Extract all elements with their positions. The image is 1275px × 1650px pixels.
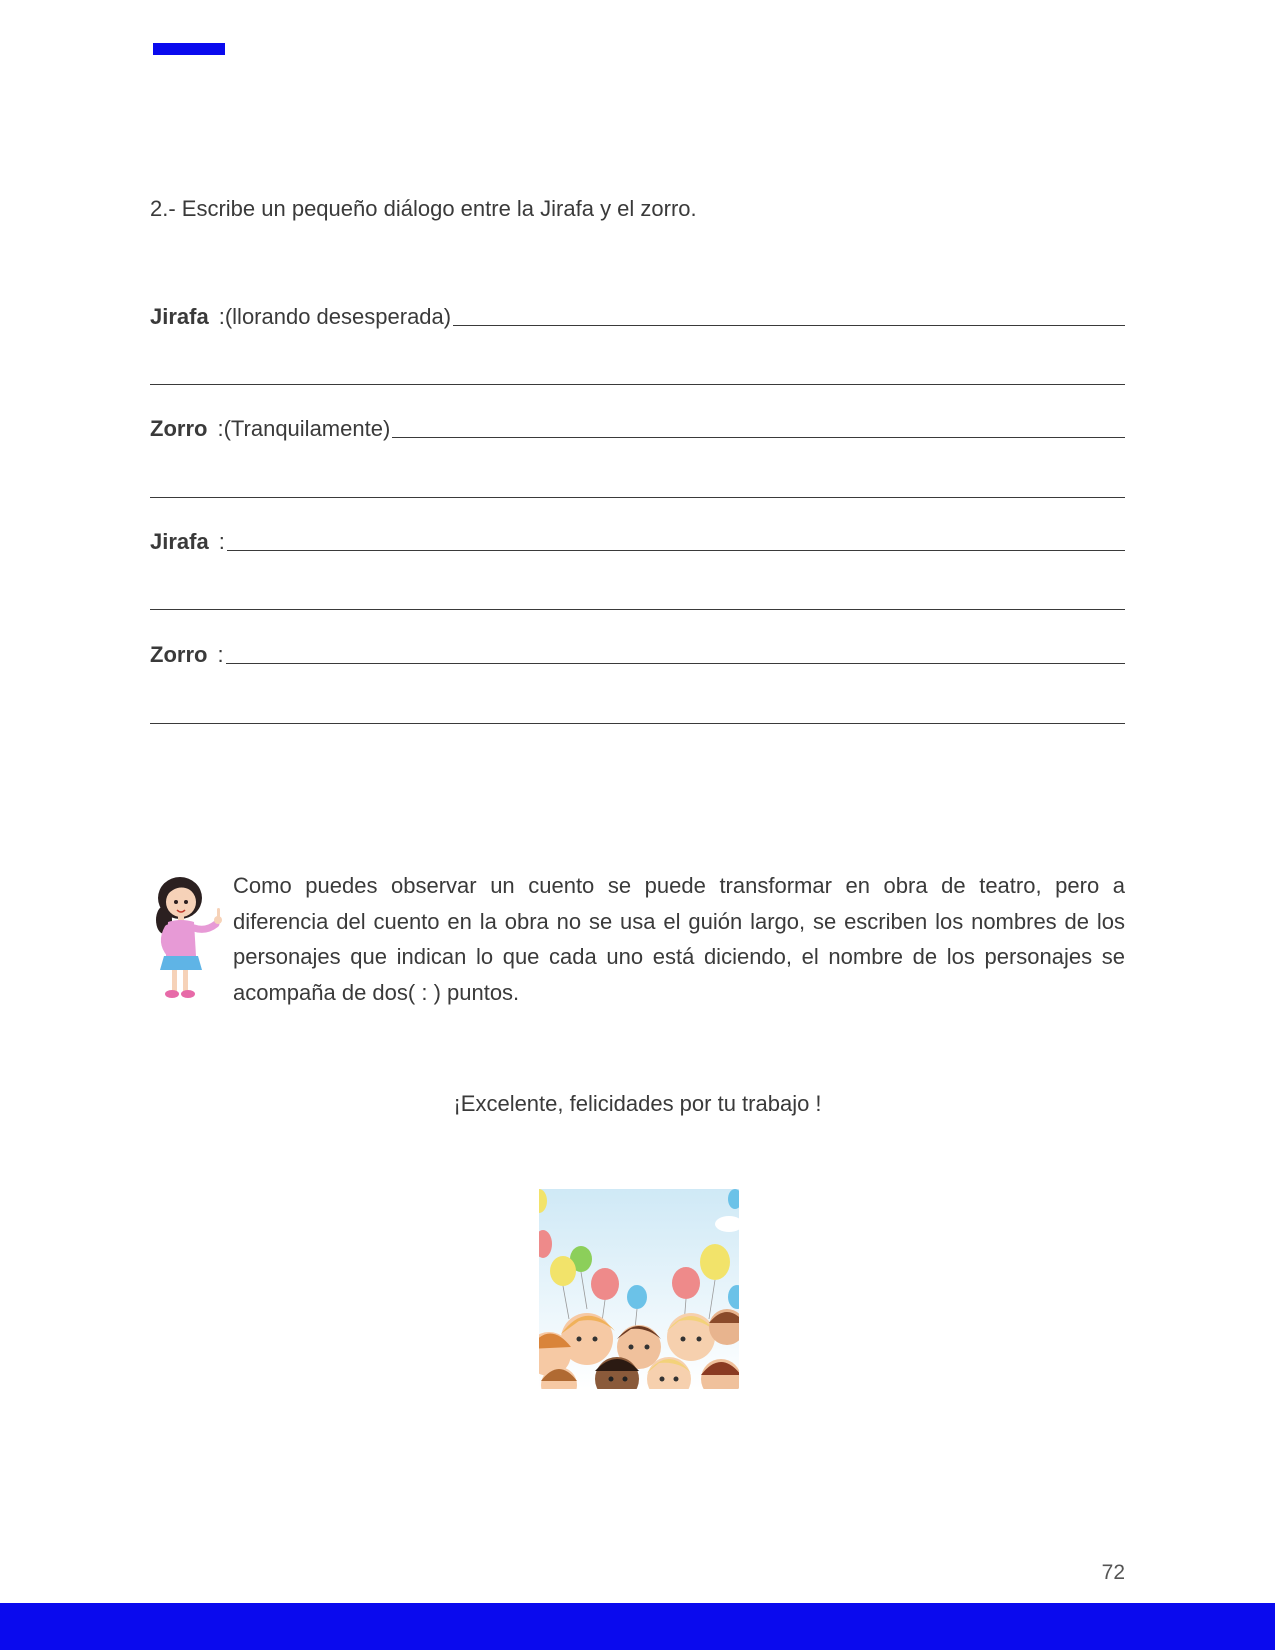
answer-line[interactable] xyxy=(227,550,1125,551)
speaker-colon: : xyxy=(217,642,224,667)
stage-direction: (llorando desesperada) xyxy=(224,304,452,329)
answer-line[interactable] xyxy=(226,663,1125,664)
stage-direction: (Tranquilamente) xyxy=(223,416,391,441)
girl-pointing-illustration xyxy=(150,870,230,1002)
speaker-colon: : xyxy=(218,304,225,329)
dialogue-line-jirafa-2 xyxy=(150,529,1125,555)
answer-line[interactable] xyxy=(453,325,1125,326)
bottom-accent-band xyxy=(0,1603,1275,1650)
speaker-name: Jirafa xyxy=(150,304,209,329)
answer-line[interactable] xyxy=(150,609,1125,610)
exercise-instruction: 2.- Escribe un pequeño diálogo entre la Jirafa y el zorro. xyxy=(150,196,697,221)
answer-line[interactable] xyxy=(150,497,1125,498)
answer-line[interactable] xyxy=(150,723,1125,724)
top-accent-bar xyxy=(153,43,225,55)
answer-line[interactable] xyxy=(392,437,1125,438)
dialogue-line-jirafa-1 xyxy=(150,304,1125,330)
explanation-paragraph: Como puedes observar un cuento se puede transformar en obra de teatro, pero a diferencia del cuento en la obra no se usa el guión largo, se escriben los nombres de los personajes que indican lo que cada uno está diciendo, el nombre de los personajes se acompaña de dos( : ) puntos. xyxy=(233,873,1125,1005)
answer-line[interactable] xyxy=(150,384,1125,385)
page-number: 72 xyxy=(1101,1561,1125,1584)
speaker-name: Jirafa xyxy=(150,529,209,554)
speaker-colon: : xyxy=(217,416,224,441)
children-with-balloons-illustration xyxy=(539,1189,739,1389)
dialogue-line-zorro-1 xyxy=(150,416,1125,442)
dialogue-line-zorro-2 xyxy=(150,642,1125,668)
speaker-name: Zorro xyxy=(150,642,208,667)
speaker-colon: : xyxy=(218,529,225,554)
speaker-name: Zorro xyxy=(150,416,208,441)
congratulations-message: ¡Excelente, felicidades por tu trabajo ! xyxy=(453,1091,822,1116)
